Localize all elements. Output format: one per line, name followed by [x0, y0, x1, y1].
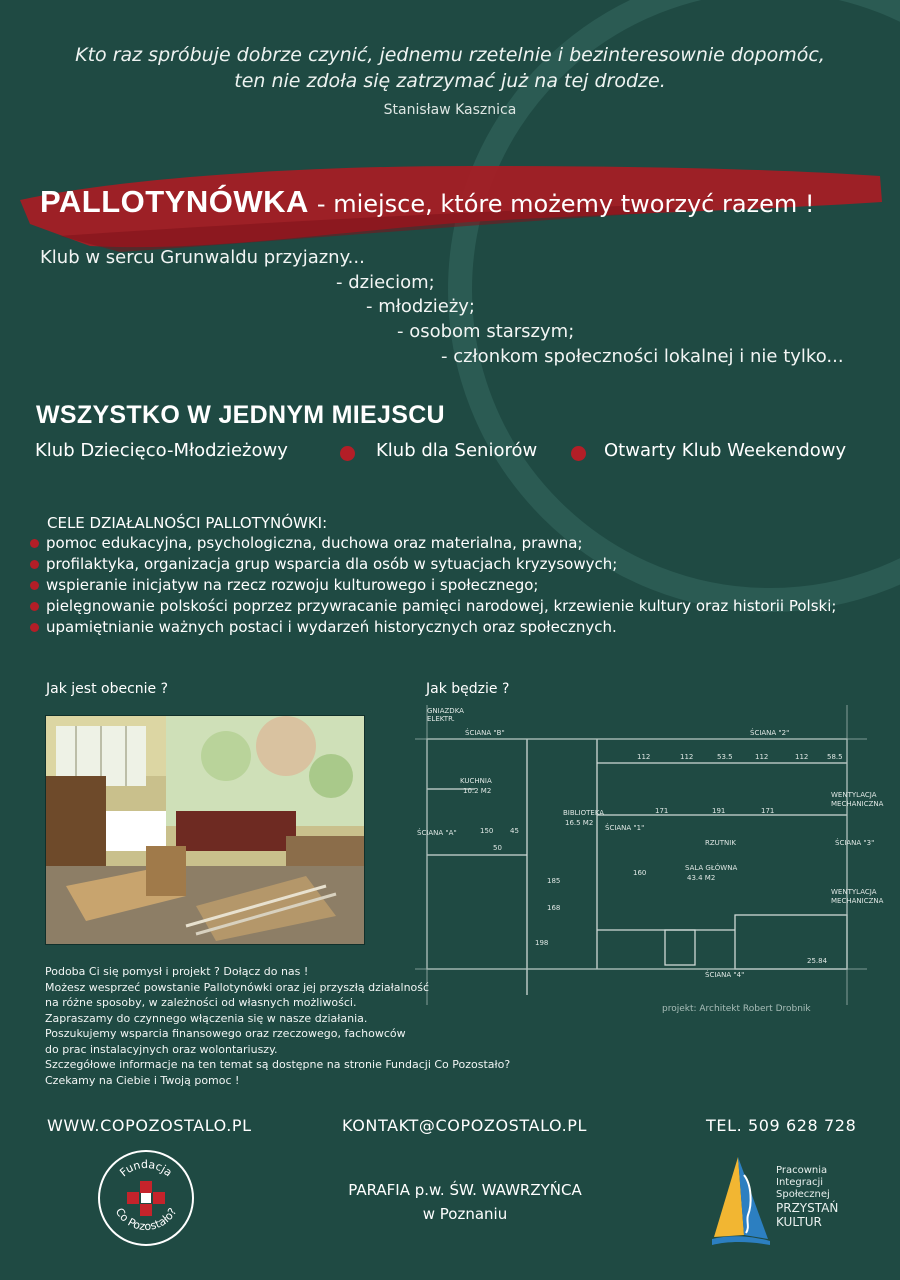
pitch-line: Poszukujemy wsparcia finansowego oraz rzeczowego, fachowców	[45, 1027, 406, 1040]
plan-dim: 171	[761, 807, 775, 815]
parish-info	[300, 1178, 630, 1226]
plan-dim: 185	[547, 877, 561, 885]
goal-item: wspieranie inicjatyw na rzecz rozwoju kulturowego i społecznego;	[30, 575, 836, 596]
logo-text: Co Pozostało?	[112, 1205, 180, 1234]
plan-dim: 112	[795, 753, 809, 761]
plan-dim: 112	[755, 753, 769, 761]
plan-room-label: 10.2 M2	[463, 787, 492, 795]
plan-dim: 112	[680, 753, 694, 761]
club-audience: - dzieciom;	[336, 272, 435, 293]
bullet-dot	[30, 623, 39, 632]
goal-item: pielęgnowanie polskości poprzez przywracanie pamięci narodowej, krzewienie kultury oraz historii Polski;	[30, 596, 836, 617]
bullet-dot	[30, 581, 39, 590]
section-title: WSZYSTKO W JEDNYM MIEJSCU	[36, 401, 445, 429]
plan-wall-label: ŚCIANA "A"	[417, 829, 457, 837]
current-state-label: Jak jest obecnie ?	[46, 681, 169, 697]
partner-logo	[708, 1155, 774, 1247]
pitch-line: na różne sposoby, w zależności od własnych możliwości.	[45, 996, 357, 1009]
plan-dim: 58.5	[827, 753, 843, 761]
plan-note: GNIAZDKA	[427, 707, 464, 715]
room-photo	[45, 715, 365, 945]
plan-dim: 50	[493, 844, 502, 852]
plan-dim: 168	[547, 904, 561, 912]
plan-credit: projekt: Architekt Robert Drobnik	[662, 1004, 811, 1014]
club-audience: - członkom społeczności lokalnej i nie tylko...	[441, 346, 844, 367]
headline	[40, 184, 815, 220]
pitch-line: do prac instalacyjnych oraz wolontariuszy.	[45, 1042, 278, 1056]
pitch-line: Możesz wesprzeć powstanie Pallotynówki oraz jej przyszłą działalność	[45, 980, 430, 994]
goal-item: profilaktyka, organizacja grup wsparcia dla osób w sytuacjach kryzysowych;	[30, 554, 836, 575]
website-link[interactable]: WWW.COPOZOSTALO.PL	[47, 1116, 252, 1135]
plan-note: WENTYLACJA	[831, 888, 877, 896]
plan-dim: 150	[480, 827, 494, 835]
goals-title: CELE DZIAŁALNOŚCI PALLOTYNÓWKI:	[47, 514, 328, 532]
plan-note: WENTYLACJA	[831, 791, 877, 799]
bullet-dot	[30, 539, 39, 548]
plan-wall-label: ŚCIANA "3"	[835, 839, 875, 847]
quote-line: Kto raz spróbuje dobrze czynić, jednemu rzetelnie i bezinteresownie dopomóc,	[75, 44, 825, 66]
club-name: Klub dla Seniorów	[376, 440, 538, 461]
brand-name: PALLOTYNÓWKA	[40, 184, 309, 219]
partner-logo-text: Pracownia Integracji Społecznej PRZYSTAŃ KULTUR	[776, 1165, 839, 1229]
call-to-action-text	[45, 964, 510, 1088]
plan-note: MECHANICZNA	[831, 897, 884, 905]
bullet-dot	[340, 446, 355, 461]
club-name: Klub Dziecięco-Młodzieżowy	[35, 440, 288, 461]
goal-item: pomoc edukacyjna, psychologiczna, duchowa oraz materialna, prawna;	[30, 533, 836, 554]
plan-room-label: SALA GŁÓWNA	[685, 864, 738, 872]
club-name: Otwarty Klub Weekendowy	[604, 440, 847, 461]
plan-room-label: BIBLIOTEKA	[563, 809, 605, 817]
bullet-dot	[30, 560, 39, 569]
plan-room-label: KUCHNIA	[460, 777, 492, 785]
plan-room-label: 43.4 M2	[687, 874, 716, 882]
plan-dim: 160	[633, 869, 647, 877]
goals-list	[30, 533, 836, 638]
plan-note: ELEKTR.	[427, 715, 455, 723]
email-link[interactable]: KONTAKT@COPOZOSTALO.PL	[342, 1116, 588, 1135]
parish-city: w Poznaniu	[422, 1205, 508, 1223]
plan-dim: 198	[535, 939, 549, 947]
bullet-dot	[571, 446, 586, 461]
club-audience: - osobom starszym;	[397, 321, 575, 342]
club-lead: Klub w sercu Grunwaldu przyjazny...	[40, 247, 365, 268]
goal-item: upamiętnianie ważnych postaci i wydarzeń historycznych oraz społecznych.	[30, 617, 836, 638]
phone-number[interactable]: TEL. 509 628 728	[706, 1116, 857, 1135]
plan-dim: 112	[637, 753, 651, 761]
pitch-line: Podoba Ci się pomysł i projekt ? Dołącz do nas !	[45, 965, 309, 978]
headline-tagline: - miejsce, które możemy tworzyć razem !	[316, 190, 815, 218]
club-audience: - młodzieży;	[366, 296, 475, 317]
pitch-line: Szczegółowe informacje na ten temat są dostępne na stronie Fundacji Co Pozostało?	[45, 1058, 511, 1071]
plan-room-label: 16.5 M2	[565, 819, 594, 827]
quote	[40, 42, 860, 94]
plan-wall-label: ŚCIANA "4"	[705, 971, 745, 979]
parish-name: PARAFIA p.w. ŚW. WAWRZYŃCA	[348, 1181, 582, 1199]
plan-wall-label: ŚCIANA "2"	[750, 729, 790, 737]
plan-wall-label: ŚCIANA "B"	[465, 729, 505, 737]
future-state-label: Jak będzie ?	[426, 681, 510, 697]
plan-dim: 191	[712, 807, 726, 815]
bullet-dot	[30, 602, 39, 611]
foundation-logo	[96, 1148, 196, 1248]
svg-text:Fundacja	[117, 1158, 174, 1179]
plan-dim: 25.84	[807, 957, 828, 965]
plan-dim: 45	[510, 827, 519, 835]
plan-dim: 171	[655, 807, 669, 815]
pitch-line: Czekamy na Ciebie i Twoją pomoc !	[45, 1073, 240, 1087]
quote-author: Stanisław Kasznica	[383, 102, 517, 118]
plan-note: MECHANICZNA	[831, 800, 884, 808]
plan-dim: 53.5	[717, 753, 733, 761]
quote-line: ten nie zdoła się zatrzymać już na tej drodze.	[234, 70, 666, 92]
logo-text: Fundacja	[117, 1157, 175, 1180]
plan-wall-label: ŚCIANA "1"	[605, 824, 645, 832]
plan-room-label: RZUTNIK	[705, 839, 736, 847]
pitch-line: Zapraszamy do czynnego włączenia się w nasze działania.	[45, 1011, 368, 1025]
